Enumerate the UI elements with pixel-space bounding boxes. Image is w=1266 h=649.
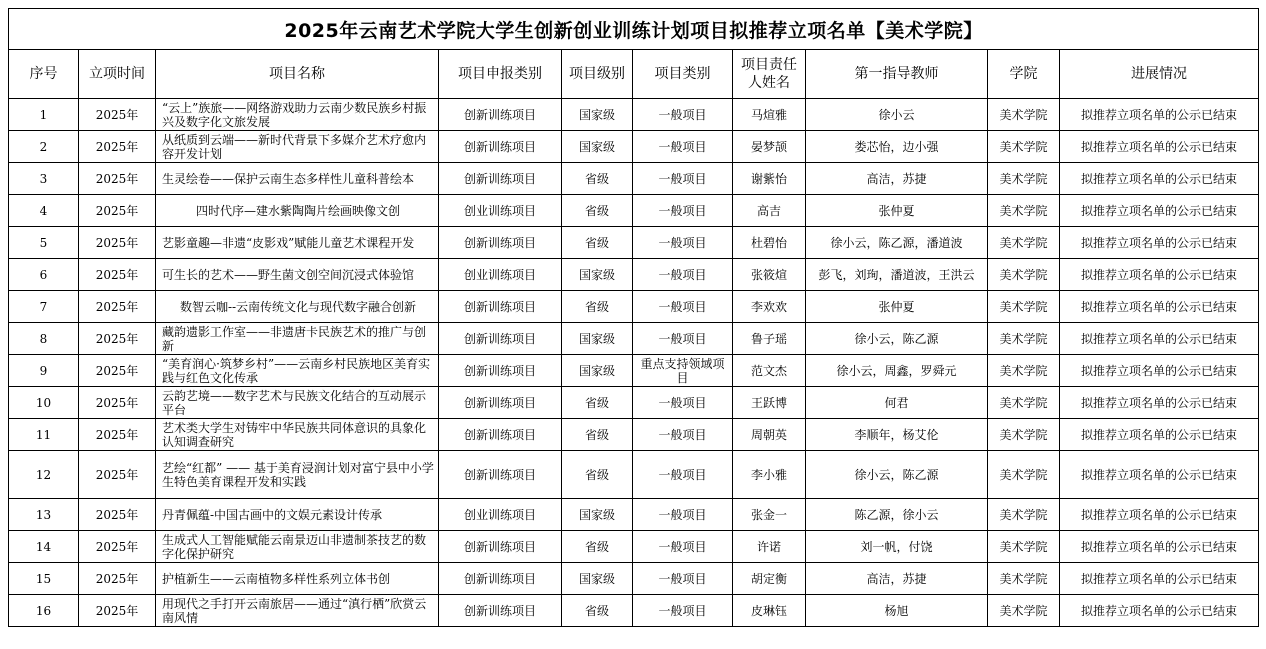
- cell-project-name: 生灵绘卷——保护云南生态多样性儿童科普绘本: [156, 163, 439, 195]
- cell-leader: 周朝英: [733, 419, 806, 451]
- cell-leader: 皮琳钰: [733, 595, 806, 627]
- table-row: [9, 291, 1259, 323]
- cell-leader: 胡定衡: [733, 563, 806, 595]
- cell-advisor: 高洁，苏捷: [806, 563, 988, 595]
- table-row: [9, 419, 1259, 451]
- cell-progress: 拟推荐立项名单的公示已结束: [1060, 131, 1259, 163]
- header-progress: 进展情况: [1060, 50, 1259, 99]
- header-application-type: 项目申报类别: [439, 50, 562, 99]
- cell-leader: 张金一: [733, 499, 806, 531]
- cell-progress: 拟推荐立项名单的公示已结束: [1060, 163, 1259, 195]
- cell-progress: 拟推荐立项名单的公示已结束: [1060, 419, 1259, 451]
- cell-advisor: 杨旭: [806, 595, 988, 627]
- cell-application-type: 创新训练项目: [439, 419, 562, 451]
- cell-college: 美术学院: [988, 131, 1060, 163]
- cell-level: 国家级: [562, 131, 633, 163]
- cell-leader: 杜碧怡: [733, 227, 806, 259]
- cell-category: 一般项目: [633, 99, 733, 131]
- cell-year: 2025年: [79, 291, 156, 323]
- cell-progress: 拟推荐立项名单的公示已结束: [1060, 355, 1259, 387]
- cell-advisor: 徐小云，陈乙源: [806, 451, 988, 499]
- cell-level: 省级: [562, 195, 633, 227]
- cell-leader: 范文杰: [733, 355, 806, 387]
- cell-category: 一般项目: [633, 499, 733, 531]
- cell-level: 省级: [562, 419, 633, 451]
- cell-college: 美术学院: [988, 323, 1060, 355]
- cell-college: 美术学院: [988, 451, 1060, 499]
- cell-project-name: 数智云咖--云南传统文化与现代数字融合创新: [156, 291, 439, 323]
- cell-advisor: 李顺年，杨艾伦: [806, 419, 988, 451]
- cell-leader: 张筱煊: [733, 259, 806, 291]
- cell-advisor: 徐小云，周鑫，罗舜元: [806, 355, 988, 387]
- cell-level: 省级: [562, 387, 633, 419]
- cell-advisor: 徐小云，陈乙源: [806, 323, 988, 355]
- table-row: [9, 499, 1259, 531]
- cell-index: 13: [9, 499, 79, 531]
- cell-level: 国家级: [562, 259, 633, 291]
- cell-project-name: “云上”族旅——网络游戏助力云南少数民族乡村振兴及数字化文旅发展: [156, 99, 439, 131]
- table-row: [9, 595, 1259, 627]
- cell-progress: 拟推荐立项名单的公示已结束: [1060, 499, 1259, 531]
- cell-project-name: 艺术类大学生对铸牢中华民族共同体意识的具象化认知调查研究: [156, 419, 439, 451]
- cell-index: 14: [9, 531, 79, 563]
- cell-application-type: 创新训练项目: [439, 291, 562, 323]
- cell-level: 国家级: [562, 323, 633, 355]
- cell-category: 一般项目: [633, 227, 733, 259]
- cell-progress: 拟推荐立项名单的公示已结束: [1060, 195, 1259, 227]
- header-advisor: 第一指导教师: [806, 50, 988, 99]
- cell-application-type: 创新训练项目: [439, 131, 562, 163]
- cell-category: 一般项目: [633, 387, 733, 419]
- header-category: 项目类别: [633, 50, 733, 99]
- cell-project-name: 藏韵遗影工作室——非遗唐卡民族艺术的推广与创新: [156, 323, 439, 355]
- cell-project-name: 艺绘“红都” —— 基于美育浸润计划对富宁县中小学生特色美育课程开发和实践: [156, 451, 439, 499]
- cell-level: 省级: [562, 227, 633, 259]
- cell-year: 2025年: [79, 499, 156, 531]
- cell-application-type: 创新训练项目: [439, 387, 562, 419]
- cell-category: 一般项目: [633, 451, 733, 499]
- cell-category: 一般项目: [633, 419, 733, 451]
- cell-leader: 鲁子瑶: [733, 323, 806, 355]
- cell-leader: 王跃博: [733, 387, 806, 419]
- cell-level: 省级: [562, 291, 633, 323]
- cell-college: 美术学院: [988, 595, 1060, 627]
- cell-advisor: 何君: [806, 387, 988, 419]
- cell-advisor: 徐小云，陈乙源，潘道波: [806, 227, 988, 259]
- cell-year: 2025年: [79, 227, 156, 259]
- table-row: [9, 99, 1259, 131]
- cell-college: 美术学院: [988, 531, 1060, 563]
- cell-application-type: 创业训练项目: [439, 499, 562, 531]
- cell-leader: 晏梦颉: [733, 131, 806, 163]
- cell-level: 国家级: [562, 355, 633, 387]
- cell-category: 一般项目: [633, 291, 733, 323]
- cell-level: 省级: [562, 595, 633, 627]
- cell-project-name: “美育润心·筑梦乡村”——云南乡村民族地区美育实践与红色文化传承: [156, 355, 439, 387]
- cell-index: 12: [9, 451, 79, 499]
- cell-level: 国家级: [562, 563, 633, 595]
- cell-college: 美术学院: [988, 195, 1060, 227]
- cell-college: 美术学院: [988, 99, 1060, 131]
- cell-year: 2025年: [79, 451, 156, 499]
- cell-project-name: 四时代序—建水紫陶陶片绘画映像文创: [156, 195, 439, 227]
- cell-index: 2: [9, 131, 79, 163]
- cell-college: 美术学院: [988, 355, 1060, 387]
- table-row: [9, 387, 1259, 419]
- cell-year: 2025年: [79, 195, 156, 227]
- cell-category: 一般项目: [633, 531, 733, 563]
- cell-application-type: 创新训练项目: [439, 595, 562, 627]
- cell-category: 重点支持领域项目: [633, 355, 733, 387]
- cell-advisor: 高洁，苏捷: [806, 163, 988, 195]
- cell-leader: 李欢欢: [733, 291, 806, 323]
- cell-index: 8: [9, 323, 79, 355]
- cell-progress: 拟推荐立项名单的公示已结束: [1060, 259, 1259, 291]
- cell-application-type: 创业训练项目: [439, 195, 562, 227]
- header-leader: 项目责任人姓名: [733, 50, 806, 99]
- cell-application-type: 创新训练项目: [439, 531, 562, 563]
- table-row: [9, 563, 1259, 595]
- header-level: 项目级别: [562, 50, 633, 99]
- cell-year: 2025年: [79, 595, 156, 627]
- cell-index: 6: [9, 259, 79, 291]
- cell-index: 9: [9, 355, 79, 387]
- cell-advisor: 彭飞，刘珣，潘道波，王洪云: [806, 259, 988, 291]
- cell-college: 美术学院: [988, 387, 1060, 419]
- cell-college: 美术学院: [988, 259, 1060, 291]
- cell-college: 美术学院: [988, 499, 1060, 531]
- cell-advisor: 张仲夏: [806, 195, 988, 227]
- cell-application-type: 创新训练项目: [439, 355, 562, 387]
- cell-index: 7: [9, 291, 79, 323]
- table-row: [9, 531, 1259, 563]
- cell-college: 美术学院: [988, 163, 1060, 195]
- cell-index: 3: [9, 163, 79, 195]
- cell-index: 10: [9, 387, 79, 419]
- cell-progress: 拟推荐立项名单的公示已结束: [1060, 99, 1259, 131]
- cell-category: 一般项目: [633, 259, 733, 291]
- cell-level: 省级: [562, 531, 633, 563]
- cell-leader: 谢紫怡: [733, 163, 806, 195]
- cell-leader: 马煊雅: [733, 99, 806, 131]
- cell-year: 2025年: [79, 419, 156, 451]
- cell-advisor: 张仲夏: [806, 291, 988, 323]
- table-row: [9, 355, 1259, 387]
- cell-year: 2025年: [79, 563, 156, 595]
- spreadsheet: [8, 8, 1258, 627]
- table-row: [9, 259, 1259, 291]
- cell-progress: 拟推荐立项名单的公示已结束: [1060, 595, 1259, 627]
- cell-advisor: 陈乙源，徐小云: [806, 499, 988, 531]
- cell-year: 2025年: [79, 99, 156, 131]
- cell-year: 2025年: [79, 355, 156, 387]
- cell-leader: 许诺: [733, 531, 806, 563]
- cell-category: 一般项目: [633, 595, 733, 627]
- cell-category: 一般项目: [633, 195, 733, 227]
- header-year: 立项时间: [79, 50, 156, 99]
- cell-leader: 高吉: [733, 195, 806, 227]
- cell-progress: 拟推荐立项名单的公示已结束: [1060, 227, 1259, 259]
- cell-year: 2025年: [79, 323, 156, 355]
- cell-advisor: 刘一帆，付饶: [806, 531, 988, 563]
- cell-application-type: 创业训练项目: [439, 259, 562, 291]
- cell-project-name: 丹青佩蕴-中国古画中的文娱元素设计传承: [156, 499, 439, 531]
- cell-project-name: 艺影童趣—非遗“皮影戏”赋能儿童艺术课程开发: [156, 227, 439, 259]
- cell-project-name: 生成式人工智能赋能云南景迈山非遗制茶技艺的数字化保护研究: [156, 531, 439, 563]
- cell-year: 2025年: [79, 131, 156, 163]
- cell-advisor: 娄芯怡，边小强: [806, 131, 988, 163]
- cell-college: 美术学院: [988, 419, 1060, 451]
- cell-index: 4: [9, 195, 79, 227]
- header-college: 学院: [988, 50, 1060, 99]
- cell-progress: 拟推荐立项名单的公示已结束: [1060, 323, 1259, 355]
- cell-year: 2025年: [79, 259, 156, 291]
- cell-project-name: 护植新生——云南植物多样性系列立体书创: [156, 563, 439, 595]
- cell-application-type: 创新训练项目: [439, 563, 562, 595]
- table-row: [9, 451, 1259, 499]
- cell-project-name: 云韵艺境——数字艺术与民族文化结合的互动展示平台: [156, 387, 439, 419]
- cell-project-name: 可生长的艺术——野生菌文创空间沉浸式体验馆: [156, 259, 439, 291]
- cell-advisor: 徐小云: [806, 99, 988, 131]
- cell-level: 国家级: [562, 99, 633, 131]
- cell-progress: 拟推荐立项名单的公示已结束: [1060, 531, 1259, 563]
- table-row: [9, 323, 1259, 355]
- cell-index: 1: [9, 99, 79, 131]
- cell-level: 国家级: [562, 499, 633, 531]
- cell-progress: 拟推荐立项名单的公示已结束: [1060, 451, 1259, 499]
- table-title: 2025年云南艺术学院大学生创新创业训练计划项目拟推荐立项名单【美术学院】: [9, 9, 1259, 50]
- cell-year: 2025年: [79, 163, 156, 195]
- cell-leader: 李小雅: [733, 451, 806, 499]
- cell-progress: 拟推荐立项名单的公示已结束: [1060, 291, 1259, 323]
- cell-index: 15: [9, 563, 79, 595]
- project-list-table: [8, 8, 1259, 627]
- cell-application-type: 创新训练项目: [439, 99, 562, 131]
- cell-project-name: 从纸质到云端——新时代背景下多媒介艺术疗愈内容开发计划: [156, 131, 439, 163]
- table-row: [9, 131, 1259, 163]
- table-row: [9, 163, 1259, 195]
- cell-index: 11: [9, 419, 79, 451]
- table-row: [9, 195, 1259, 227]
- cell-level: 省级: [562, 451, 633, 499]
- header-project-name: 项目名称: [156, 50, 439, 99]
- cell-category: 一般项目: [633, 323, 733, 355]
- cell-application-type: 创新训练项目: [439, 163, 562, 195]
- cell-year: 2025年: [79, 387, 156, 419]
- cell-college: 美术学院: [988, 291, 1060, 323]
- cell-college: 美术学院: [988, 227, 1060, 259]
- cell-progress: 拟推荐立项名单的公示已结束: [1060, 563, 1259, 595]
- cell-category: 一般项目: [633, 131, 733, 163]
- cell-level: 省级: [562, 163, 633, 195]
- cell-progress: 拟推荐立项名单的公示已结束: [1060, 387, 1259, 419]
- header-row: [9, 50, 1259, 99]
- cell-category: 一般项目: [633, 563, 733, 595]
- cell-category: 一般项目: [633, 163, 733, 195]
- cell-application-type: 创新训练项目: [439, 323, 562, 355]
- cell-index: 16: [9, 595, 79, 627]
- cell-index: 5: [9, 227, 79, 259]
- header-index: 序号: [9, 50, 79, 99]
- cell-project-name: 用现代之手打开云南旅居——通过“滇行栖”欣赏云南风情: [156, 595, 439, 627]
- cell-application-type: 创新训练项目: [439, 227, 562, 259]
- cell-year: 2025年: [79, 531, 156, 563]
- table-row: [9, 227, 1259, 259]
- cell-application-type: 创新训练项目: [439, 451, 562, 499]
- cell-college: 美术学院: [988, 563, 1060, 595]
